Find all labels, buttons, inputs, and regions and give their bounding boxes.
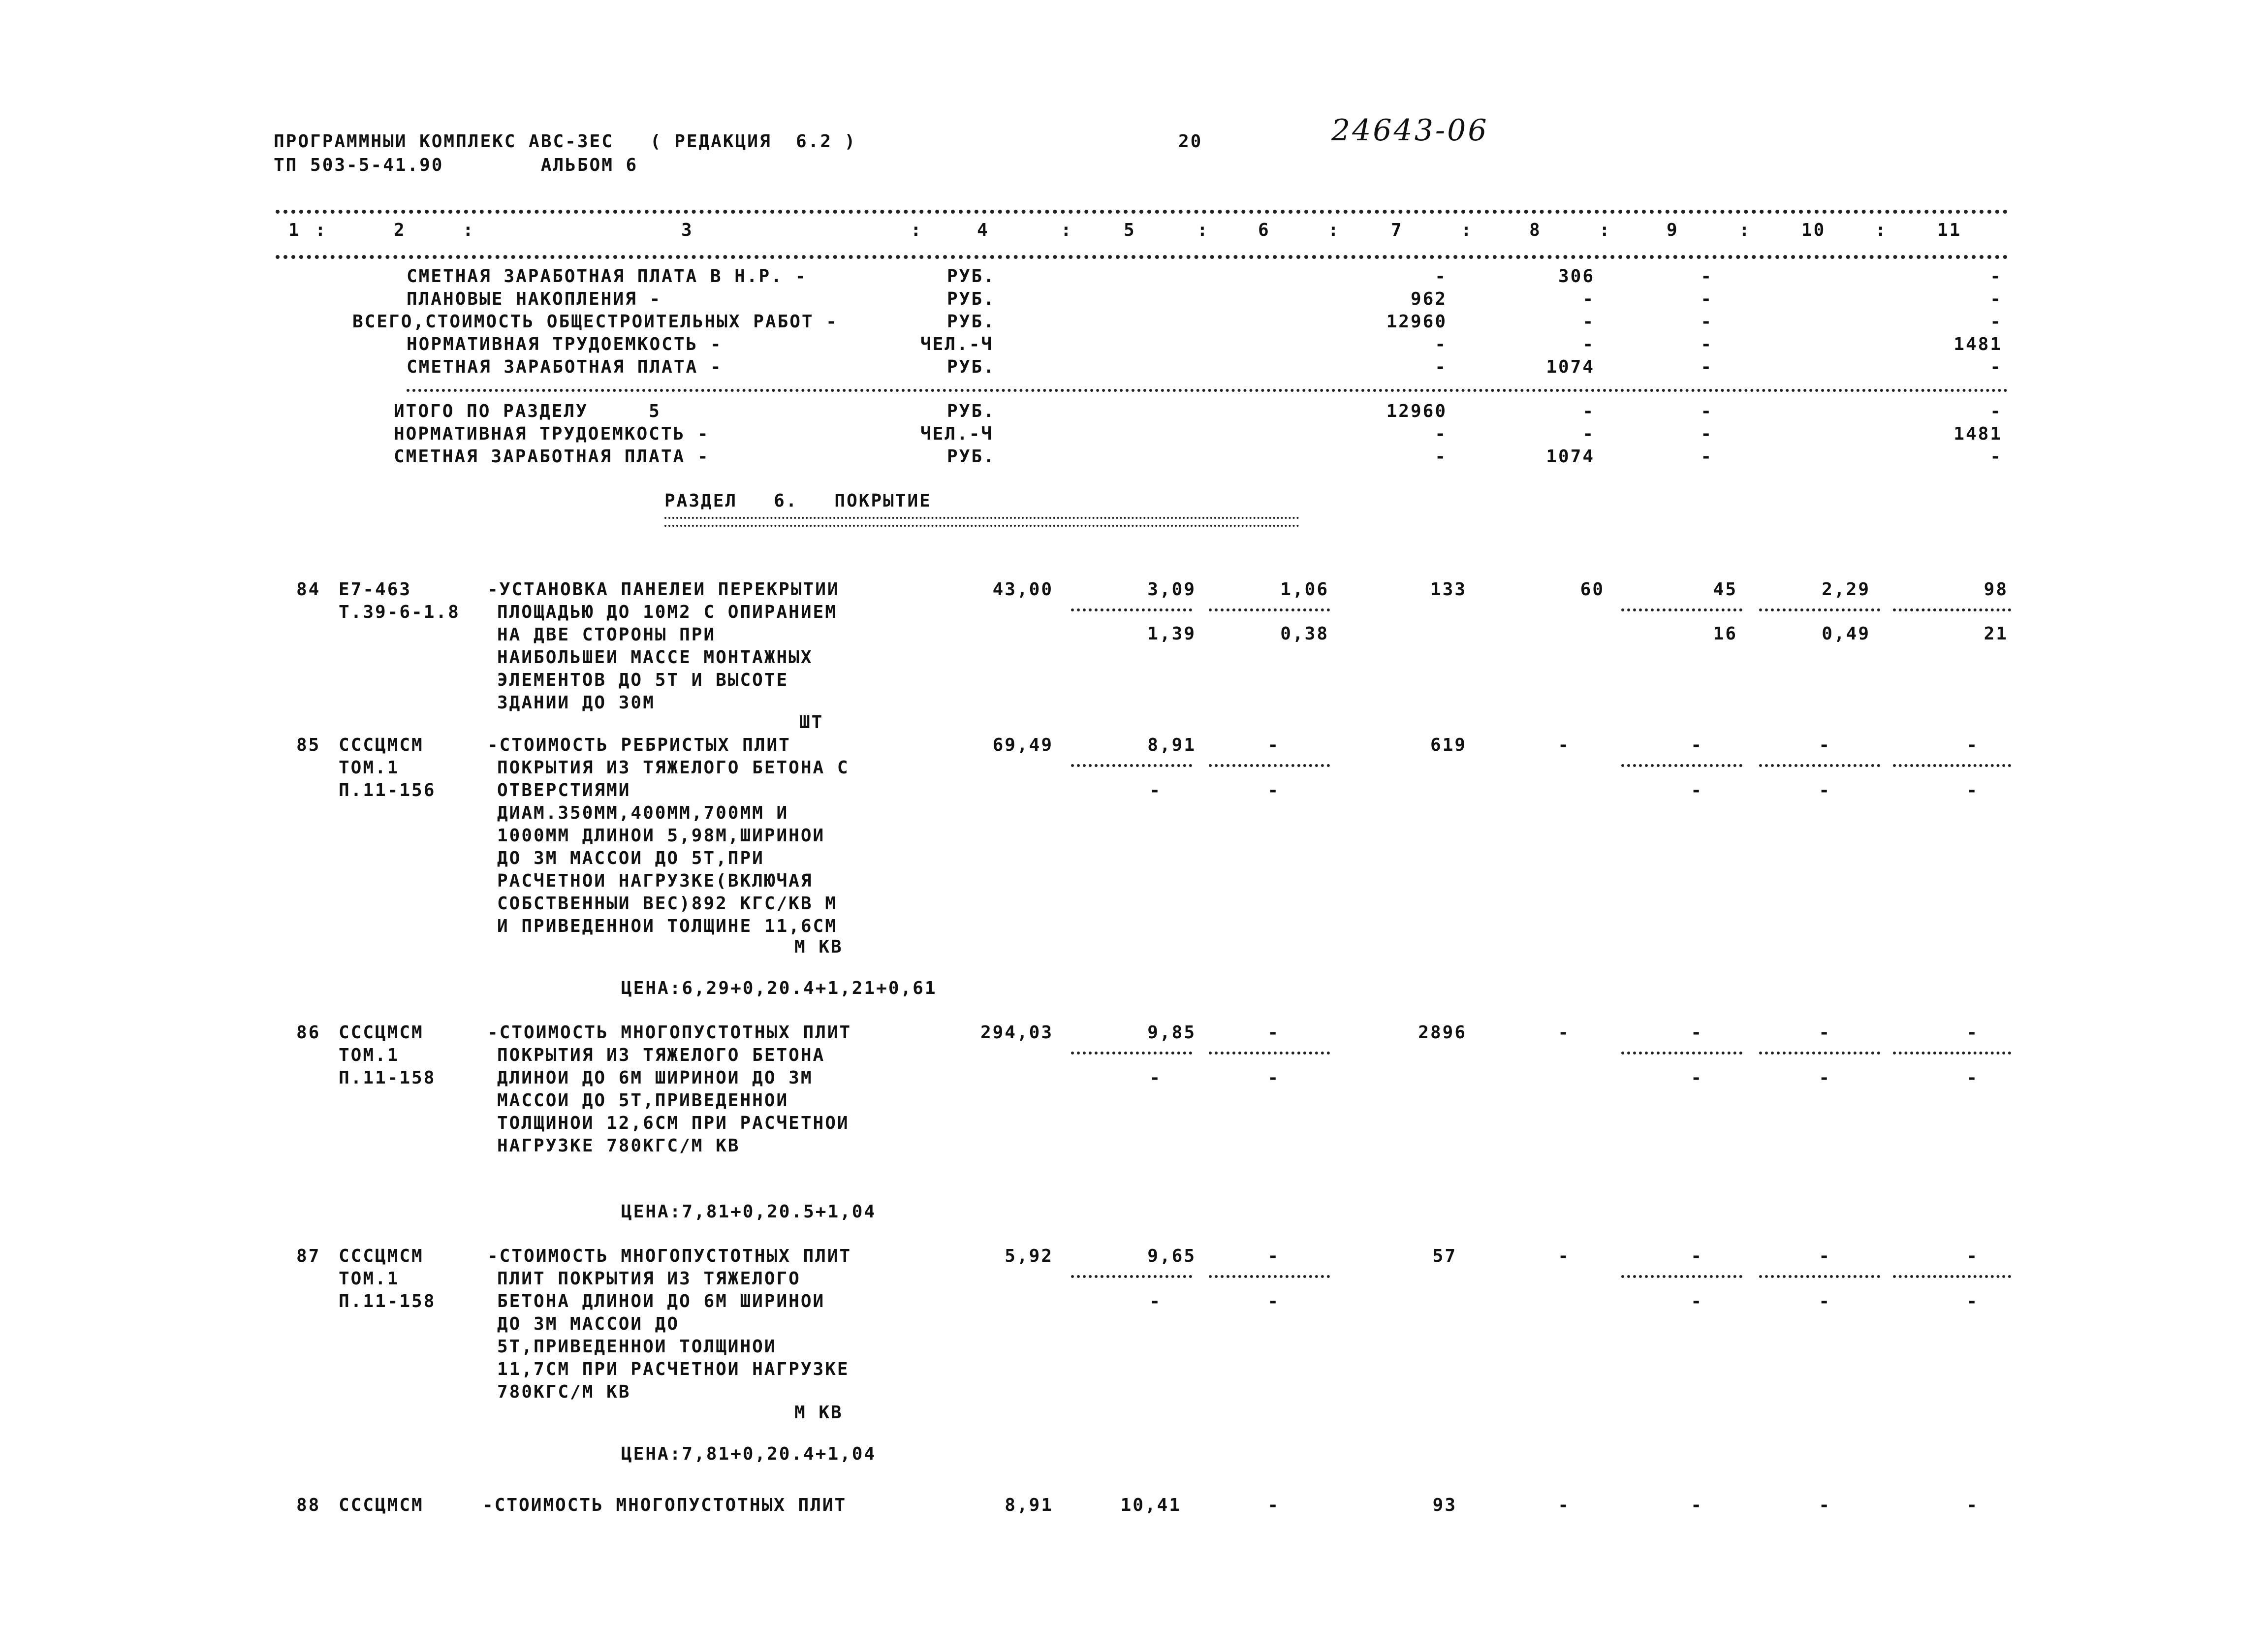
summary-label: СМЕТНАЯ ЗАРАБОТНАЯ ПЛАТА В Н.Р. - <box>407 266 808 287</box>
item-code: ТОМ.1 <box>339 1269 400 1289</box>
item-description: СОБСТВЕННЫИ ВЕС)892 КГС/КВ М <box>497 894 837 914</box>
summary-unit: ЧЕЛ.-Ч <box>920 334 994 354</box>
item-unit: ШТ <box>799 712 824 733</box>
item-c7: 93 <box>1432 1495 1457 1515</box>
page-number: 20 <box>1178 131 1203 152</box>
item-c10-sub: 0,49 <box>1822 624 1870 644</box>
item-c10: - <box>1819 1495 1831 1515</box>
item-c4: 69,49 <box>992 735 1053 755</box>
item-c4: 5,92 <box>1005 1246 1053 1266</box>
column-header: 1 <box>288 220 301 240</box>
section-title-underline <box>664 517 1299 519</box>
item-c8: - <box>1558 735 1570 755</box>
item-code: ТОМ.1 <box>339 1045 400 1065</box>
item-description: ДЛИНОИ ДО 6М ШИРИНОИ ДО 3М <box>497 1068 813 1088</box>
item-description: ТОЛЩИНОИ 12,6СМ ПРИ РАСЧЕТНОИ <box>497 1113 850 1133</box>
item-unit: М КВ <box>794 1403 843 1423</box>
item-description: НАГРУЗКЕ 780КГС/М КВ <box>497 1136 740 1156</box>
item-c7: 133 <box>1430 579 1467 600</box>
item-description: ДО 3М МАССОИ ДО 5Т,ПРИ <box>497 848 764 868</box>
item-description: ЗДАНИИ ДО 30М <box>497 693 655 713</box>
item-code: П.11-158 <box>339 1068 436 1088</box>
item-c9: - <box>1691 1495 1703 1515</box>
item-c6: - <box>1267 1495 1280 1515</box>
item-code: СССЦМСМ <box>339 1246 424 1266</box>
column-header: 5 <box>1124 220 1136 240</box>
item-description: -СТОИМОСТЬ МНОГОПУСТОТНЫХ ПЛИТ <box>487 1022 852 1043</box>
column-header: 9 <box>1667 220 1679 240</box>
item-c7: 2896 <box>1418 1022 1467 1043</box>
item-description: ЭЛЕМЕНТОВ ДО 5Т И ВЫСОТЕ <box>497 670 789 690</box>
item-description: 780КГС/М КВ <box>497 1382 631 1402</box>
item-number: 87 <box>296 1246 321 1266</box>
item-c5: 3,09 <box>1147 579 1196 600</box>
header-bottom-rule <box>276 255 2008 259</box>
item-description: -УСТАНОВКА ПАНЕЛЕИ ПЕРЕКРЫТИИ <box>487 579 840 600</box>
item-c10: 2,29 <box>1822 579 1870 600</box>
item-c8: - <box>1558 1246 1570 1266</box>
item-description: И ПРИВЕДЕННОИ ТОЛЩИНЕ 11,6СМ <box>497 916 837 936</box>
item-c9: - <box>1691 735 1703 755</box>
item-code: СССЦМСМ <box>339 1495 424 1515</box>
table-top-rule <box>276 210 2008 214</box>
item-c8: - <box>1558 1022 1570 1043</box>
item-description: 1000ММ ДЛИНОИ 5,98М,ШИРИНОИ <box>497 826 825 846</box>
item-description: 11,7СМ ПРИ РАСЧЕТНОИ НАГРУЗКЕ <box>497 1359 850 1379</box>
summary-label: СМЕТНАЯ ЗАРАБОТНАЯ ПЛАТА - <box>407 357 723 377</box>
item-description: НАИБОЛЬШЕИ МАССЕ МОНТАЖНЫХ <box>497 647 813 668</box>
item-description: МАССОИ ДО 5Т,ПРИВЕДЕННОИ <box>497 1090 789 1111</box>
item-c5: 8,91 <box>1147 735 1196 755</box>
item-number: 84 <box>296 579 321 600</box>
handwritten-document-code: 24643-06 <box>1331 113 1489 148</box>
item-description: ОТВЕРСТИЯМИ <box>497 780 631 800</box>
item-c9: - <box>1691 1022 1703 1043</box>
item-description: ПЛИТ ПОКРЫТИЯ ИЗ ТЯЖЕЛОГО <box>497 1269 801 1289</box>
summary-unit: РУБ. <box>947 312 996 332</box>
item-c8: - <box>1558 1495 1570 1515</box>
item-number: 85 <box>296 735 321 755</box>
item-c6: - <box>1267 735 1280 755</box>
item-number: 86 <box>296 1022 321 1043</box>
item-description: -СТОИМОСТЬ МНОГОПУСТОТНЫХ ПЛИТ <box>487 1246 852 1266</box>
header-line-2: ТП 503-5-41.90 АЛЬБОМ 6 <box>274 155 638 175</box>
item-c8: 60 <box>1580 579 1605 600</box>
item-c4: 294,03 <box>980 1022 1053 1043</box>
summary-unit: РУБ. <box>947 289 996 309</box>
summary-unit: РУБ. <box>947 447 996 467</box>
summary-unit: РУБ. <box>947 357 996 377</box>
item-c10: - <box>1819 1022 1831 1043</box>
summary-label: ПЛАНОВЫЕ НАКОПЛЕНИЯ - <box>407 289 662 309</box>
item-code: П.11-156 <box>339 780 436 800</box>
item-code: СССЦМСМ <box>339 1022 424 1043</box>
item-code: П.11-158 <box>339 1291 436 1311</box>
summary-label: НОРМАТИВНАЯ ТРУДОЕМКОСТЬ - <box>394 424 710 444</box>
item-unit: М КВ <box>794 937 843 957</box>
item-description: ПОКРЫТИЯ ИЗ ТЯЖЕЛОГО БЕТОНА <box>497 1045 825 1065</box>
item-code: Е7-463 <box>339 579 412 600</box>
summary-unit: РУБ. <box>947 266 996 287</box>
item-c11: - <box>1966 1495 1979 1515</box>
item-description: ДИАМ.350ММ,400ММ,700ММ И <box>497 803 789 823</box>
column-header: 4 <box>977 220 989 240</box>
item-c10: - <box>1819 1246 1831 1266</box>
item-c5-sub: 1,39 <box>1147 624 1196 644</box>
summary-label: НОРМАТИВНАЯ ТРУДОЕМКОСТЬ - <box>407 334 723 354</box>
column-header: 6 <box>1258 220 1270 240</box>
item-c6: - <box>1267 1022 1280 1043</box>
item-c7: 619 <box>1430 735 1467 755</box>
column-header: 3 <box>681 220 693 240</box>
item-c10: - <box>1819 735 1831 755</box>
item-c6: - <box>1267 1246 1280 1266</box>
column-header: 10 <box>1801 220 1826 240</box>
item-code: ТОМ.1 <box>339 758 400 778</box>
column-header: 11 <box>1937 220 1962 240</box>
column-header: 8 <box>1529 220 1542 240</box>
item-price-formula: ЦЕНА:7,81+0,20.5+1,04 <box>621 1202 877 1222</box>
item-c11: - <box>1966 1246 1979 1266</box>
column-header: 2 <box>394 220 406 240</box>
item-description: ПЛОЩАДЬЮ ДО 10М2 С ОПИРАНИЕМ <box>497 602 837 622</box>
item-c9: - <box>1691 1246 1703 1266</box>
item-price-formula: ЦЕНА:7,81+0,20.4+1,04 <box>621 1444 877 1464</box>
summary-label: ИТОГО ПО РАЗДЕЛУ 5 <box>394 401 661 421</box>
item-code: Т.39-6-1.8 <box>339 602 460 622</box>
column-header: 7 <box>1391 220 1403 240</box>
item-c9: 45 <box>1713 579 1737 600</box>
item-number: 88 <box>296 1495 321 1515</box>
item-c9-sub: 16 <box>1713 624 1737 644</box>
item-c11: - <box>1966 735 1979 755</box>
item-c5: 9,85 <box>1147 1022 1196 1043</box>
item-c11-sub: 21 <box>1984 624 2008 644</box>
header-line-1: ПРОГРАММНЫИ КОМПЛЕКС АВС-ЗЕС ( РЕДАКЦИЯ 6.2 ) <box>274 131 857 152</box>
section-title: РАЗДЕЛ 6. ПОКРЫТИЕ <box>664 491 932 511</box>
item-c4: 8,91 <box>1005 1495 1053 1515</box>
item-c5: 9,65 <box>1147 1246 1196 1266</box>
item-description: -СТОИМОСТЬ РЕБРИСТЫХ ПЛИТ <box>487 735 791 755</box>
item-description: ПОКРЫТИЯ ИЗ ТЯЖЕЛОГО БЕТОНА С <box>497 758 850 778</box>
item-description: РАСЧЕТНОИ НАГРУЗКЕ(ВКЛЮЧАЯ <box>497 871 813 891</box>
item-description: БЕТОНА ДЛИНОИ ДО 6М ШИРИНОИ <box>497 1291 825 1311</box>
item-description: 5Т,ПРИВЕДЕННОИ ТОЛЩИНОИ <box>497 1337 777 1357</box>
item-c11: - <box>1966 1022 1979 1043</box>
summary-unit: РУБ. <box>947 401 996 421</box>
summary-label: СМЕТНАЯ ЗАРАБОТНАЯ ПЛАТА - <box>394 447 710 467</box>
item-c4: 43,00 <box>992 579 1053 600</box>
summary-unit: ЧЕЛ.-Ч <box>920 424 994 444</box>
item-c6: 1,06 <box>1280 579 1329 600</box>
item-c11: 98 <box>1984 579 2008 600</box>
item-c7: 57 <box>1432 1246 1457 1266</box>
item-description: ДО 3М МАССОИ ДО <box>497 1314 680 1334</box>
summary-separator <box>407 389 2008 392</box>
item-description: -СТОИМОСТЬ МНОГОПУСТОТНЫХ ПЛИТ <box>482 1495 847 1515</box>
item-code: СССЦМСМ <box>339 735 424 755</box>
summary-label: ВСЕГО,СТОИМОСТЬ ОБЩЕСТРОИТЕЛЬНЫХ РАБОТ - <box>352 312 838 332</box>
item-c5: 10,41 <box>1120 1495 1181 1515</box>
item-description: НА ДВЕ СТОРОНЫ ПРИ <box>497 625 716 645</box>
item-price-formula: ЦЕНА:6,29+0,20.4+1,21+0,61 <box>621 978 937 998</box>
item-c6-sub: 0,38 <box>1280 624 1329 644</box>
